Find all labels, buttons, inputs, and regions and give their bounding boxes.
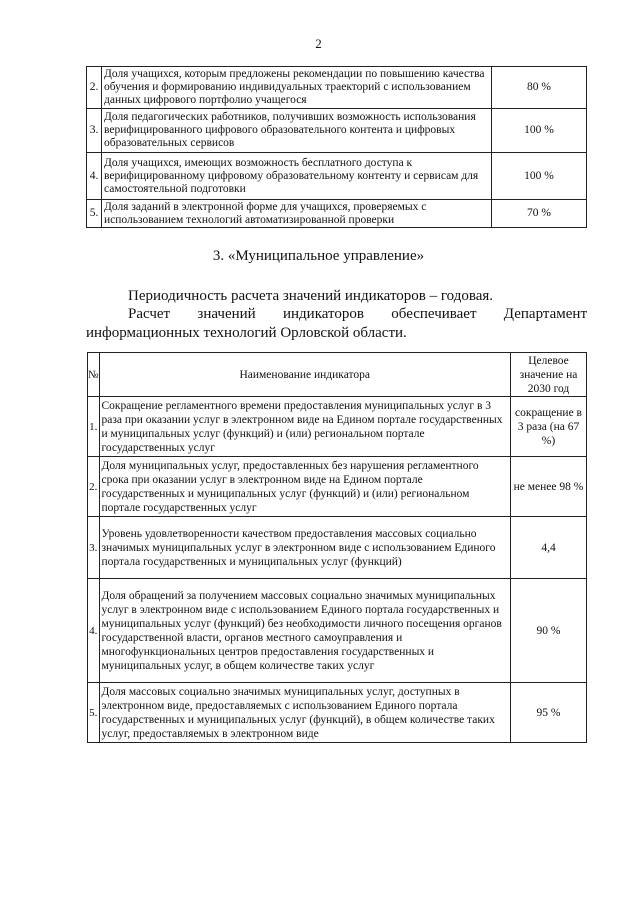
municipal-indicators-table [87, 352, 587, 743]
table-row [88, 457, 587, 517]
row-number: 2. [87, 67, 102, 109]
indicator-value: 70 % [492, 200, 587, 228]
indicator-name: Доля обращений за получением массовых социально значимых муниципальных услуг в электронном виде с использованием Единого портала государственных и муниципальных услуг (функций) без необходимости личного посещения органов государственной власти, органов местного самоуправления и многофункциональных центров предоставления государственных и муниципальных услуг, в общем количестве таких услуг [99, 579, 511, 683]
responsibility-paragraph-line2: информационных технологий Орловской области. [86, 325, 407, 341]
table-header-row [88, 353, 587, 397]
row-number: 4. [87, 153, 102, 200]
indicator-name: Доля массовых социально значимых муниципальных услуг, доступных в электронном виде, предоставляемых с использованием Единого портала государственных и муниципальных услуг (функций), в общем количестве таких услуг, предоставляемых в электронном виде [99, 683, 511, 743]
table-row [88, 579, 587, 683]
indicator-value: 100 % [492, 109, 587, 153]
table-row [88, 517, 587, 579]
indicator-value: 90 % [511, 579, 587, 683]
responsibility-paragraph-line1: Расчет значений индикаторов обеспечивает Департамент [128, 306, 587, 322]
indicator-value: 80 % [492, 67, 587, 109]
indicators-table-continued [86, 66, 587, 228]
periodicity-paragraph: Периодичность расчета значений индикаторов – годовая. [128, 288, 494, 304]
row-number: 3. [88, 517, 100, 579]
row-number: 1. [88, 397, 100, 457]
table-row [88, 683, 587, 743]
indicator-value: 95 % [511, 683, 587, 743]
section-title: 3. «Муниципальное управление» [212, 248, 425, 264]
indicator-name: Доля учащихся, имеющих возможность бесплатного доступа к верифицированному цифровому образовательному контенту и сервисам для самостоятельной подготовки [102, 153, 492, 200]
header-target-value: Целевое значение на 2030 год [511, 353, 587, 397]
indicator-name: Доля заданий в электронной форме для учащихся, проверяемых с использованием технологий автоматизированной проверки [102, 200, 492, 228]
indicator-name: Доля учащихся, которым предложены рекомендации по повышению качества обучения и формированию индивидуальных траекторий с использованием данных цифрового портфолио учащегося [102, 67, 492, 109]
indicator-value: 4,4 [511, 517, 587, 579]
indicator-name: Уровень удовлетворенности качеством предоставления массовых социально значимых муниципальных услуг в электронном виде с использованием Единого портала государственных и муниципальных услуг (функций) [99, 517, 511, 579]
row-number: 2. [88, 457, 100, 517]
indicator-name: Сокращение регламентного времени предоставления муниципальных услуг в 3 раза при оказании услуг в электронном виде на Едином портале государственных и муниципальных услуг (функций) и (или) региональном портале государственных услуг [99, 397, 511, 457]
table-row [88, 397, 587, 457]
indicator-name: Доля муниципальных услуг, предоставленных без нарушения регламентного срока при оказании услуг в электронном виде на Едином портале государственных и муниципальных услуг (функций) и (или) региональном портале государственных услуг [99, 457, 511, 517]
row-number: 3. [87, 109, 102, 153]
row-number: 4. [88, 579, 100, 683]
table-row [87, 67, 587, 109]
table-row [87, 200, 587, 228]
indicator-value: сокращение в 3 раза (на 67 %) [511, 397, 587, 457]
row-number: 5. [88, 683, 100, 743]
row-number: 5. [87, 200, 102, 228]
indicator-value: 100 % [492, 153, 587, 200]
header-number: № [88, 353, 100, 397]
header-indicator-name: Наименование индикатора [99, 353, 511, 397]
table-row [87, 109, 587, 153]
indicator-name: Доля педагогических работников, получивших возможность использования верифицированного цифрового образовательного контента и цифровых образовательных сервисов [102, 109, 492, 153]
page-number: 2 [315, 36, 322, 51]
table-row [87, 153, 587, 200]
indicator-value: не менее 98 % [511, 457, 587, 517]
